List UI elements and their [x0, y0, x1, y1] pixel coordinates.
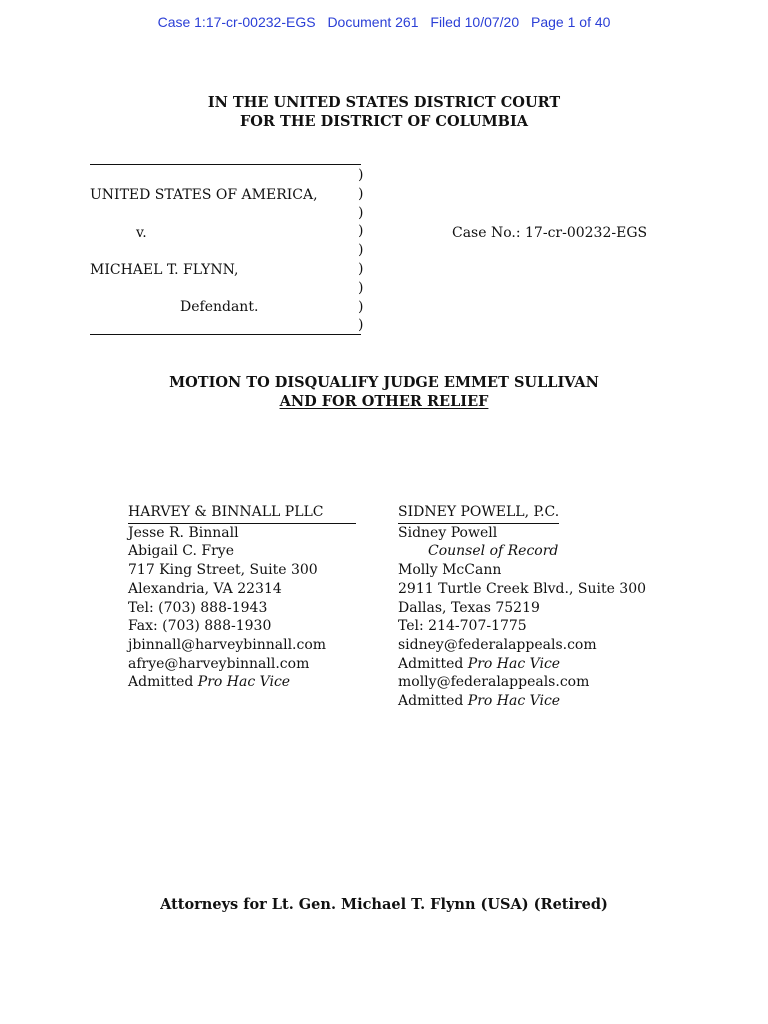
caption-bottom-rule	[90, 334, 361, 335]
stamp-filed-date: Filed 10/07/20	[430, 14, 520, 30]
motion-title-line1: MOTION TO DISQUALIFY JUDGE EMMET SULLIVAN	[169, 374, 599, 391]
court-heading	[0, 93, 768, 131]
paren: )	[358, 167, 364, 183]
admission-line	[128, 673, 356, 692]
counsel-block-sidney-powell	[398, 503, 646, 711]
phone-line: Tel: 214-707-1775	[398, 618, 527, 635]
caption-plaintiff: UNITED STATES OF AMERICA,	[90, 187, 318, 203]
address-line: Alexandria, VA 22314	[128, 580, 282, 597]
attorneys-for-line: Attorneys for Lt. Gen. Michael T. Flynn (USA) (Retired)	[160, 896, 608, 913]
motion-title	[0, 373, 768, 411]
pro-hac-vice: Pro Hac Vice	[467, 693, 561, 710]
court-district-line: FOR THE DISTRICT OF COLUMBIA	[240, 113, 528, 130]
admitted-label: Admitted	[128, 674, 194, 691]
phone-line: Tel: (703) 888-1943	[128, 599, 268, 616]
attorney-line: Sidney Powell	[398, 524, 498, 541]
stamp-document: Document 261	[327, 14, 419, 30]
admitted-label: Admitted	[398, 693, 464, 710]
address-line: Dallas, Texas 75219	[398, 599, 540, 616]
ecf-header-stamp	[0, 14, 768, 30]
paren: )	[358, 242, 364, 259]
fax-line: Fax: (703) 888-1930	[128, 618, 272, 635]
admission-line	[398, 655, 646, 674]
pro-hac-vice: Pro Hac Vice	[197, 674, 291, 691]
paren: )	[358, 185, 364, 202]
firm-name: SIDNEY POWELL, P.C.	[398, 503, 559, 524]
stamp-page-count: Page 1 of 40	[531, 14, 611, 30]
paren: )	[358, 279, 364, 296]
admitted-label: Admitted	[398, 655, 464, 672]
caption-defendant-name: MICHAEL T. FLYNN,	[90, 262, 239, 278]
firm-name: HARVEY & BINNALL PLLC	[128, 503, 356, 524]
case-number: Case No.: 17-cr-00232-EGS	[452, 225, 648, 241]
paren: )	[358, 223, 364, 240]
email-line: sidney@federalappeals.com	[398, 636, 597, 653]
paren: )	[358, 317, 364, 334]
email-line: afrye@harveybinnall.com	[128, 655, 310, 672]
pro-hac-vice: Pro Hac Vice	[467, 655, 561, 672]
paren: )	[358, 204, 364, 221]
stamp-case-number: Case 1:17-cr-00232-EGS	[157, 14, 316, 30]
caption-top-rule	[90, 164, 361, 165]
caption-versus: v.	[136, 225, 147, 241]
caption-parentheses	[358, 166, 363, 335]
counsel-of-record: Counsel of Record	[428, 543, 559, 560]
caption-defendant-label: Defendant.	[180, 299, 259, 315]
address-line: 2911 Turtle Creek Blvd., Suite 300	[398, 580, 647, 597]
paren: )	[358, 260, 364, 277]
attorney-line: Abigail C. Frye	[128, 543, 234, 560]
paren: )	[358, 298, 364, 315]
counsel-block-harvey-binnall	[128, 503, 356, 692]
attorney-line: Molly McCann	[398, 562, 502, 579]
email-line: jbinnall@harveybinnall.com	[128, 636, 327, 653]
court-name-line: IN THE UNITED STATES DISTRICT COURT	[207, 94, 561, 111]
admission-line	[398, 692, 646, 711]
attorney-line: Jesse R. Binnall	[128, 524, 239, 541]
email-line: molly@federalappeals.com	[398, 674, 590, 691]
motion-title-line2: AND FOR OTHER RELIEF	[279, 393, 489, 410]
address-line: 717 King Street, Suite 300	[128, 562, 318, 579]
